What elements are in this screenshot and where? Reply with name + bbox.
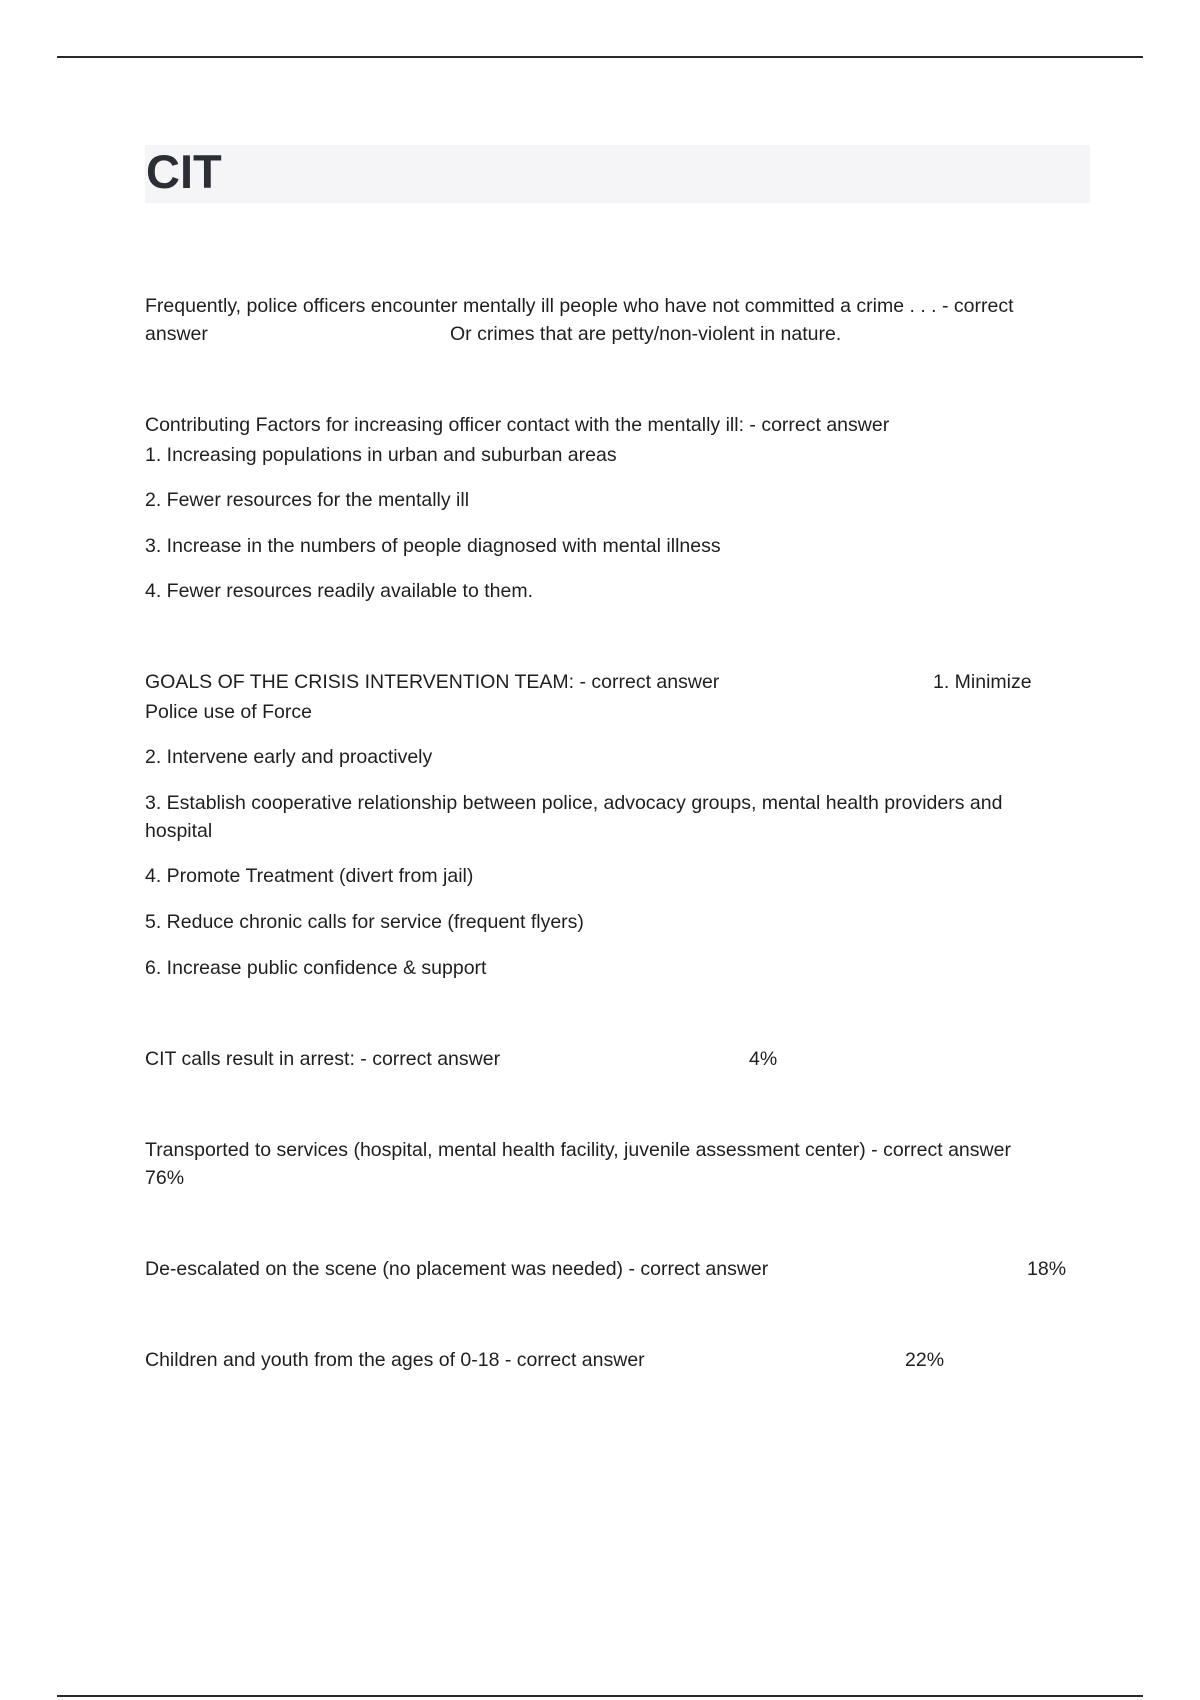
list-item: 4. Fewer resources readily available to them.	[145, 580, 534, 602]
list-item: 5. Reduce chronic calls for service (frequent flyers)	[145, 911, 584, 933]
question-text: CIT calls result in arrest: - correct answer	[145, 1048, 501, 1070]
answer-text: 76%	[145, 1167, 185, 1189]
question-text: GOALS OF THE CRISIS INTERVENTION TEAM: - correct answer	[145, 671, 720, 693]
list-item: 3. Increase in the numbers of people diagnosed with mental illness	[145, 535, 721, 557]
footer-rule	[57, 1695, 1143, 1697]
title-band	[145, 145, 1090, 203]
question-text: Children and youth from the ages of 0-18 - correct answer	[145, 1349, 645, 1371]
list-item-cont: hospital	[145, 820, 213, 842]
answer-text: Or crimes that are petty/non-violent in nature.	[450, 323, 842, 345]
list-item: 2. Fewer resources for the mentally ill	[145, 489, 470, 511]
question-text: Transported to services (hospital, mental health facility, juvenile assessment center) - correct answer	[145, 1139, 1011, 1161]
list-item: 4. Promote Treatment (divert from jail)	[145, 865, 474, 887]
question-text-cont: answer	[145, 323, 208, 345]
question-text: Contributing Factors for increasing officer contact with the mentally ill: - correct answer	[145, 414, 890, 436]
question-text: Frequently, police officers encounter mentally ill people who have not committed a crime . . . - correct	[145, 295, 1014, 317]
question-text: De-escalated on the scene (no placement was needed) - correct answer	[145, 1258, 769, 1280]
answer-text: 18%	[1027, 1258, 1067, 1280]
list-item: 6. Increase public confidence & support	[145, 957, 487, 979]
list-item-cont: Police use of Force	[145, 701, 312, 723]
answer-text: 4%	[749, 1048, 778, 1070]
header-rule	[57, 56, 1143, 58]
list-item: 3. Establish cooperative relationship between police, advocacy groups, mental health providers and	[145, 792, 1003, 814]
list-item: 1. Minimize	[933, 671, 1032, 693]
page-title: CIT	[146, 145, 222, 198]
list-item: 1. Increasing populations in urban and suburban areas	[145, 444, 617, 466]
list-item: 2. Intervene early and proactively	[145, 746, 433, 768]
answer-text: 22%	[905, 1349, 945, 1371]
